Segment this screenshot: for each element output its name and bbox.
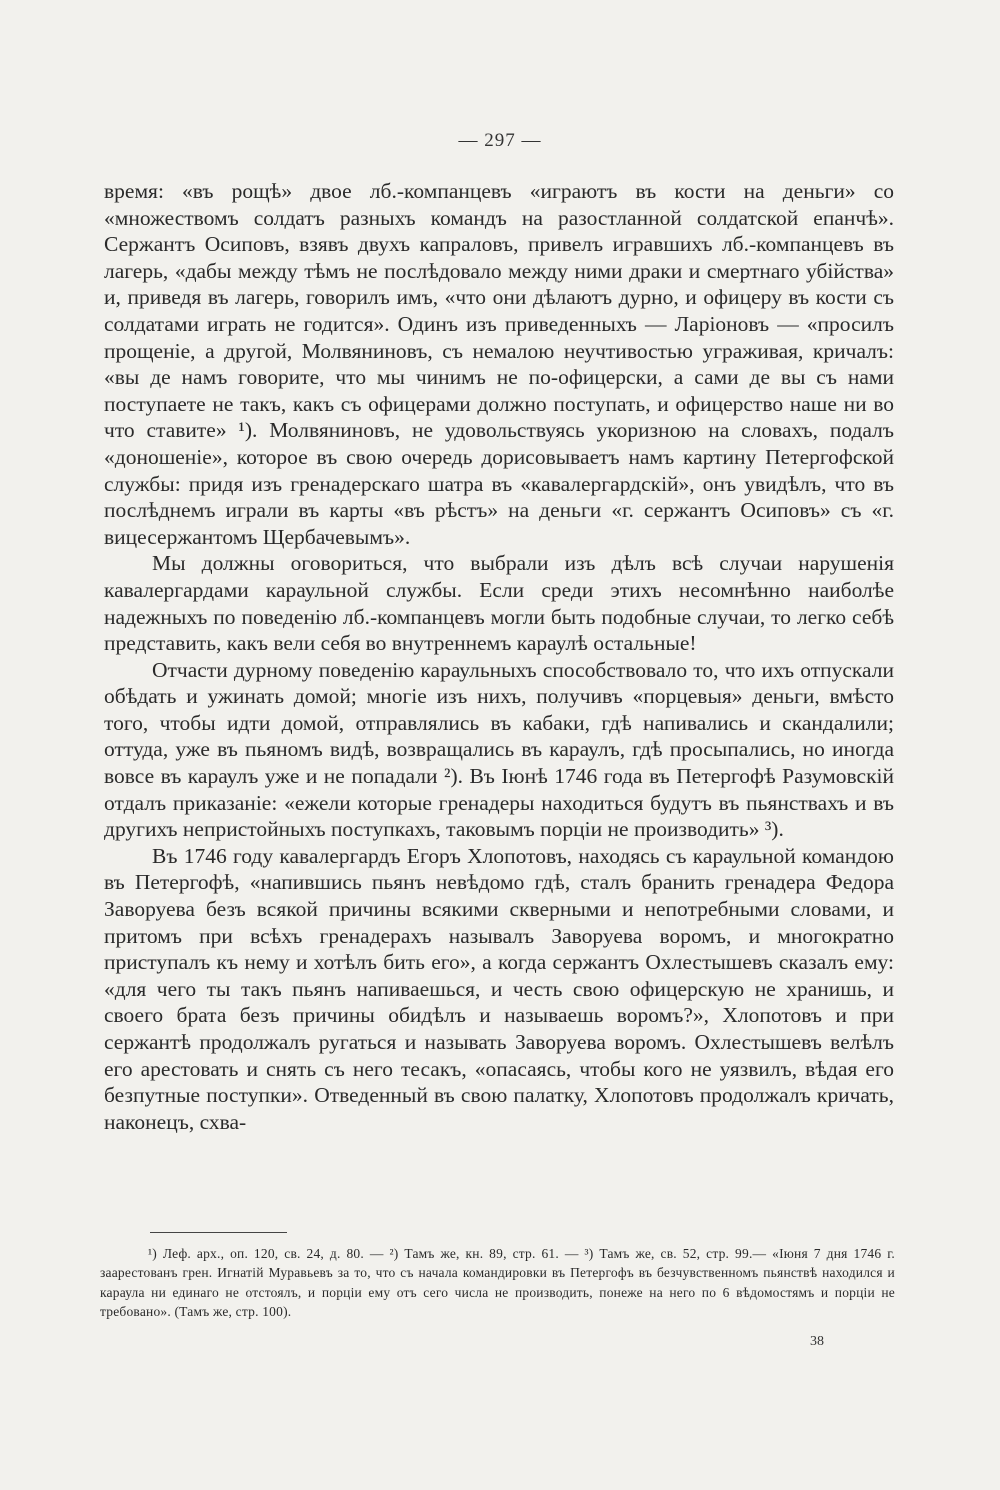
footnote-divider [150, 1232, 287, 1233]
paragraph: Отчасти дурному поведенію караульныхъ способствовало то, что ихъ отпускали обѣдать и ужинать домой; многіе изъ нихъ, получивъ «порцевыя» деньги, вмѣсто того, чтобы идти домой, отправлялись въ кабаки, гдѣ напивались и скандалили; оттуда, уже въ пьяномъ видѣ, возвращались въ караулъ, гдѣ просыпались, но иногда вовсе въ караулъ уже и не попадали ²). Въ Іюнѣ 1746 года въ Петергофѣ Разумовскій отдалъ приказаніе: «ежели которые гренадеры находиться будутъ въ пьянствахъ и въ другихъ непристойныхъ поступкахъ, таковымъ порціи не производить» ³). [104, 657, 894, 842]
footnotes [100, 1244, 895, 1321]
main-text [104, 178, 894, 1135]
signature-mark: 38 [810, 1334, 824, 1349]
paragraph: Мы должны оговориться, что выбрали изъ дѣлъ всѣ случаи нарушенія кавалергардами караульной службы. Если среди этихъ несомнѣнно наиболѣе надежныхъ по поведенію лб.-компанцевъ могли быть подобные случаи, то легко себѣ представить, какъ вели себя во внутреннемъ караулѣ остальные! [104, 551, 894, 656]
page-number: — 297 — [458, 130, 542, 151]
paragraph: время: «въ рощѣ» двое лб.-компанцевъ «играютъ въ кости на деньги» со «множествомъ солдатъ разныхъ командъ на разостланной солдатской епанчѣ». Сержантъ Осиповъ, взявъ двухъ капраловъ, привелъ игравшихъ лб.-компанцевъ въ лагерь, «дабы между тѣмъ не послѣдовало между ними драки и смертнаго убійства» и, приведя въ лагерь, говорилъ имъ, «что они дѣлаютъ дурно, и офицеру въ кости съ солдатами играть не годится». Одинъ изъ приведенныхъ — Ларіоновъ — «просилъ прощеніе, а другой, Молвяниновъ, съ немалою неучтивостью уграживая, кричалъ: «вы де намъ говорите, что мы чинимъ не по-офицерски, а сами де вы съ нами поступаете не такъ, какъ съ офицерами должно поступать, и офицерство наше ни во что ставите» ¹). Молвяниновъ, не удовольствуясь укоризною на словахъ, подалъ «доношеніе», которое въ свою очередь дорисовываетъ намъ картину Петергофской службы: придя изъ гренадерскаго шатра въ «кавалергардскій», онъ увидѣлъ, что въ послѣднемъ играли въ карты «въ рѣстъ» на деньги «г. сержантъ Осиповъ» съ «г. вицесержантомъ Щербачевымъ». [104, 179, 894, 549]
paragraph: Въ 1746 году кавалергардъ Егоръ Хлопотовъ, находясь съ караульной командою въ Петергофѣ, «напившись пьянъ невѣдомо гдѣ, сталъ бранить гренадера Федора Заворуева безъ всякой причины всякими скверными и непотребными словами, и притомъ при всѣхъ гренадерахъ называлъ Заворуева воромъ, и многократно приступалъ къ нему и хотѣлъ бить его», а когда сержантъ Охлестышевъ сказалъ ему: «для чего ты такъ пьянъ напиваешься, и честь свою офицерскую не хранишь, и своего брата безъ причины обидѣлъ и называешь воромъ?», Хлопотовъ и при сержантѣ продолжалъ ругаться и называть Заворуева воромъ. Охлестышевъ велѣлъ его арестовать и снять съ него тесакъ, «опасаясь, чтобы кого не уязвилъ, вѣдая его безпутные поступки». Отведенный въ свою палатку, Хлопотовъ продолжалъ кричать, наконецъ, схва- [104, 843, 894, 1134]
footnote-text: ¹) Леф. арх., оп. 120, св. 24, д. 80. — ²) Тамъ же, кн. 89, стр. 61. — ³) Тамъ же, св. 52, стр. 99.— «Іюня 7 дня 1746 г. заарестованъ грен. Игнатій Муравьевъ за то, что съ начала командировки въ Петергофъ въ безчувственномъ пьянствѣ находился и караула ни единаго не отстоялъ, и порціи ему отъ сего числа не производить, понеже на него по 6 вѣдомостямъ и порціи не требовано». (Тамъ же, стр. 100). [100, 1246, 895, 1319]
